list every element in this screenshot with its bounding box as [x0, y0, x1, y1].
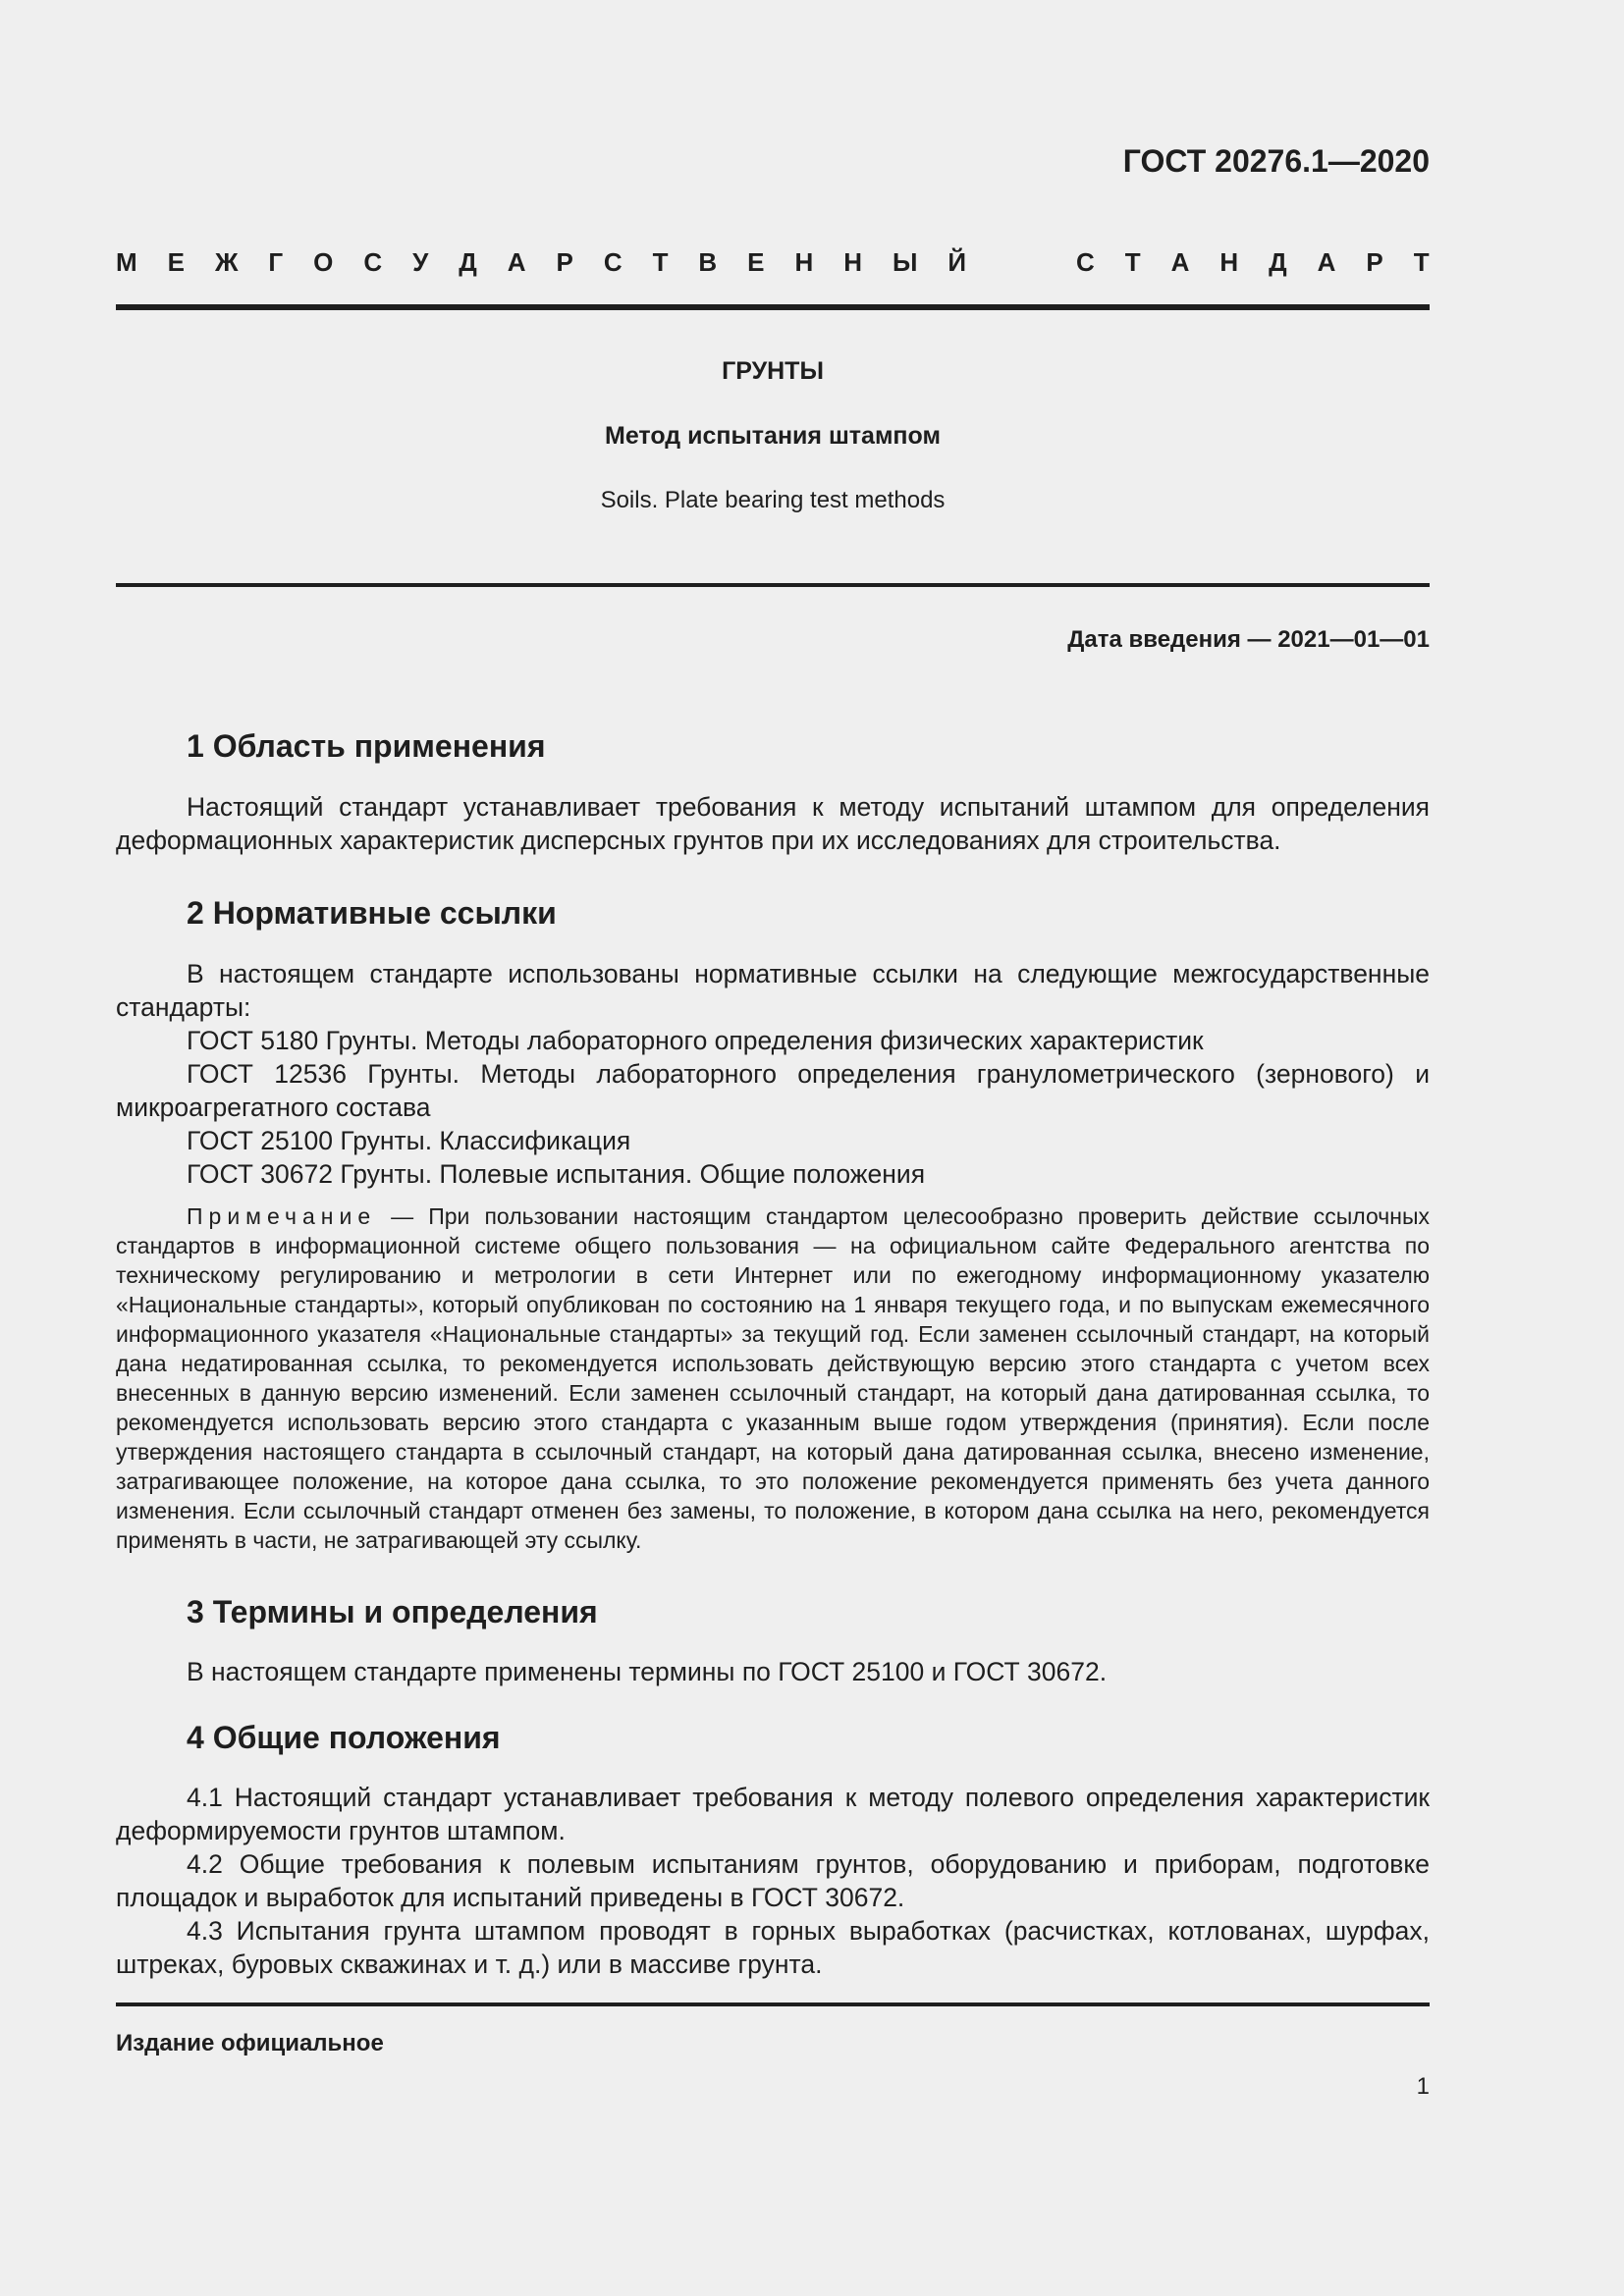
intro-date: Дата введения — 2021—01—01 [1067, 626, 1430, 653]
banner-letter: Т [1124, 247, 1141, 277]
section1-heading: 1 Область применения [187, 728, 546, 764]
reference-item: ГОСТ 25100 Грунты. Классификация [187, 1126, 631, 1155]
note-text: — При пользовании настоящим стандартом целесообразно проверить действие ссылочных стандартов в информационной системе общего пользования — на официальном сайте Федерального агентства по техническому регулированию и метрологии в сети Интернет или по ежегодному информационному указателю «Национальные стандарты», который опубликован по состоянию на 1 января текущего года, и по выпускам ежемесячного информационного указателя «Национальные стандарты» за текущий год. Если заменен ссылочный стандарт, на который дана недатированная ссылка, то рекомендуется использовать действующую версию этого стандарта с учетом всех внесенных в данную версию изменений. Если заменен ссылочный стандарт, на который дана датированная ссылка, то рекомендуется использовать версию этого стандарта с указанным выше годом утверждения (принятия). Если после утверждения настоящего стандарта в ссылочный стандарт, на который дана датированная ссылка, внесено изменение, затрагивающее положение, на которое дана ссылка, то это положение рекомендуется применять без учета данного изменения. Если ссылочный стандарт отменен без замены, то положение, в котором дана ссылка на него, рекомендуется применять в части, не затрагивающей эту ссылку. [116, 1203, 1430, 1553]
banner-letter: Н [1219, 247, 1239, 277]
section4-para-3: 4.3 Испытания грунта штампом проводят в горных выработках (расчистках, котлованах, шурфах, штреках, буровых скважинах и т. д.) или в массиве грунта. [116, 1916, 1430, 1979]
banner-letter: Д [459, 247, 477, 277]
banner-letter: Е [167, 247, 185, 277]
banner-gap [997, 247, 1046, 278]
banner-letter: Ы [892, 247, 918, 277]
note-label: Примечание [187, 1203, 377, 1229]
banner-letter: Й [947, 247, 967, 277]
title-english: Soils. Plate bearing test methods [600, 487, 946, 513]
title-rule [116, 583, 1430, 587]
banner-letter: О [313, 247, 334, 277]
banner-letter: Д [1269, 247, 1287, 277]
title-main: ГРУНТЫ [722, 357, 824, 385]
banner-letter: С [363, 247, 383, 277]
banner-letter: Е [747, 247, 765, 277]
section1-text: Настоящий стандарт устанавливает требования к методу испытаний штампом для определения деформационных характеристик дисперсных грунтов при их исследованиях для строительства. [116, 792, 1430, 855]
reference-item: ГОСТ 30672 Грунты. Полевые испытания. Общие положения [187, 1159, 926, 1189]
banner-letter: Н [794, 247, 814, 277]
banner-letter: С [603, 247, 623, 277]
banner-letter: Р [1366, 247, 1383, 277]
section2-intro: В настоящем стандарте использованы нормативные ссылки на следующие межгосударственные стандарты: [116, 959, 1430, 1022]
section2-heading: 2 Нормативные ссылки [187, 895, 557, 931]
section4-para-2: 4.2 Общие требования к полевым испытаниям грунтов, оборудованию и приборам, подготовке площадок и выработок для испытаний приведены в ГОСТ 30672. [116, 1849, 1430, 1912]
official-edition-label: Издание официальное [116, 2030, 384, 2056]
section3-heading: 3 Термины и определения [187, 1594, 598, 1629]
interstate-standard-banner [116, 247, 1430, 278]
footer-rule [116, 2002, 1430, 2006]
banner-letter: Г [268, 247, 284, 277]
banner-letter: А [1317, 247, 1336, 277]
banner-letter: У [412, 247, 429, 277]
section3-text: В настоящем стандарте применены термины по ГОСТ 25100 и ГОСТ 30672. [187, 1657, 1108, 1686]
header-rule [116, 304, 1430, 310]
banner-letter: Н [843, 247, 863, 277]
banner-letter: Ж [214, 247, 239, 277]
banner-letter: Р [556, 247, 573, 277]
reference-item: ГОСТ 12536 Грунты. Методы лабораторного определения гранулометрического (зернового) и микроагрегатного состава [116, 1059, 1430, 1122]
section4-para-1: 4.1 Настоящий стандарт устанавливает требования к методу полевого определения характеристик деформируемости грунтов штампом. [116, 1783, 1430, 1845]
note-paragraph [116, 1201, 1430, 1555]
banner-letter: М [116, 247, 137, 277]
section4-heading: 4 Общие положения [187, 1720, 501, 1755]
banner-letter: А [1170, 247, 1190, 277]
banner-letter: Т [1413, 247, 1430, 277]
page-number: 1 [1416, 2073, 1430, 2100]
title-sub: Метод испытания штампом [605, 422, 941, 450]
banner-letter: С [1076, 247, 1095, 277]
gost-number: ГОСТ 20276.1—2020 [1122, 143, 1430, 179]
banner-letter: В [698, 247, 718, 277]
banner-letter: А [507, 247, 526, 277]
banner-letter: Т [652, 247, 669, 277]
reference-item: ГОСТ 5180 Грунты. Методы лабораторного определения физических характеристик [187, 1026, 1204, 1055]
